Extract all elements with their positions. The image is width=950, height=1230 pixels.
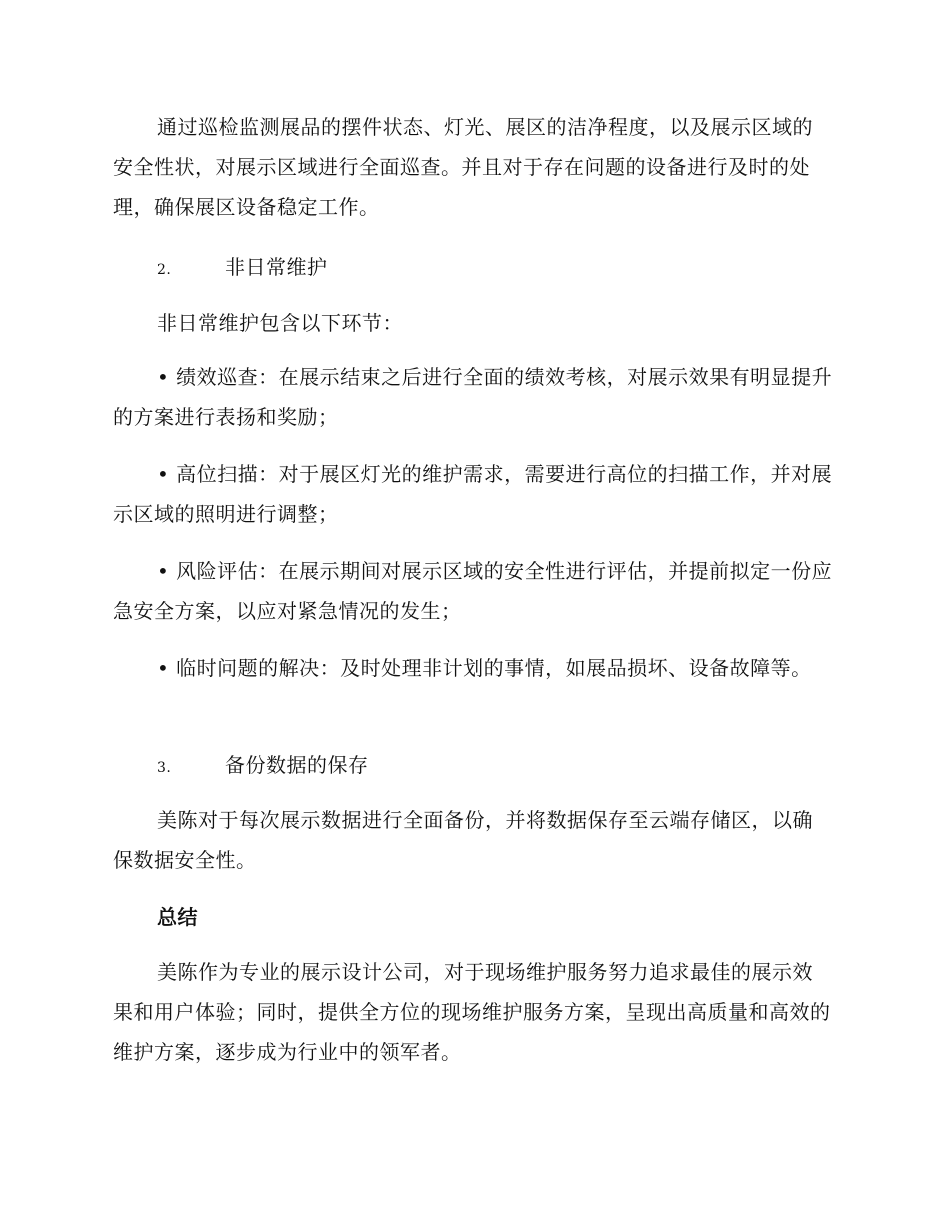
bullet-item: • 高位扫描：对于展区灯光的维护需求，需要进行高位的扫描工作，并对展示区域的照明进行调整； [113,462,833,526]
section-3-number: 3. [157,760,172,776]
bullet-item: • 绩效巡查：在展示结束之后进行全面的绩效考核，对展示效果有明显提升的方案进行表扬和奖励； [113,365,833,429]
bullet-item: • 临时问题的解决：及时处理非计划的事情，如展品损坏、设备故障等。 [157,656,812,680]
paragraph-summary: 美陈作为专业的展示设计公司，对于现场维护服务努力追求最佳的展示效果和用户体验；同时，提供全方位的现场维护服务方案，呈现出高质量和高效的维护方案，逐步成为行业中的领军者。 [113,960,831,1064]
paragraph-backup: 美陈对于每次展示数据进行全面备份，并将数据保存至云端存储区，以确保数据安全性。 [113,808,813,872]
section-2-heading [157,247,328,290]
section-2-title: 非日常维护 [225,255,328,279]
section-3-heading [157,745,369,788]
bullet-item: • 风险评估：在展示期间对展示区域的安全性进行评估，并提前拟定一份应急安全方案，以应对紧急情况的发生； [113,559,833,623]
summary-heading: 总结 [157,905,198,929]
paragraph-nonroutine-intro: 非日常维护包含以下环节： [157,311,403,335]
section-2-number: 2. [157,262,172,278]
section-3-title: 备份数据的保存 [225,753,369,777]
paragraph-inspection: 通过巡检监测展品的摆件状态、灯光、展区的洁净程度，以及展示区域的安全性状，对展示区域进行全面巡查。并且对于存在问题的设备进行及时的处理，确保展区设备稳定工作。 [113,115,813,219]
